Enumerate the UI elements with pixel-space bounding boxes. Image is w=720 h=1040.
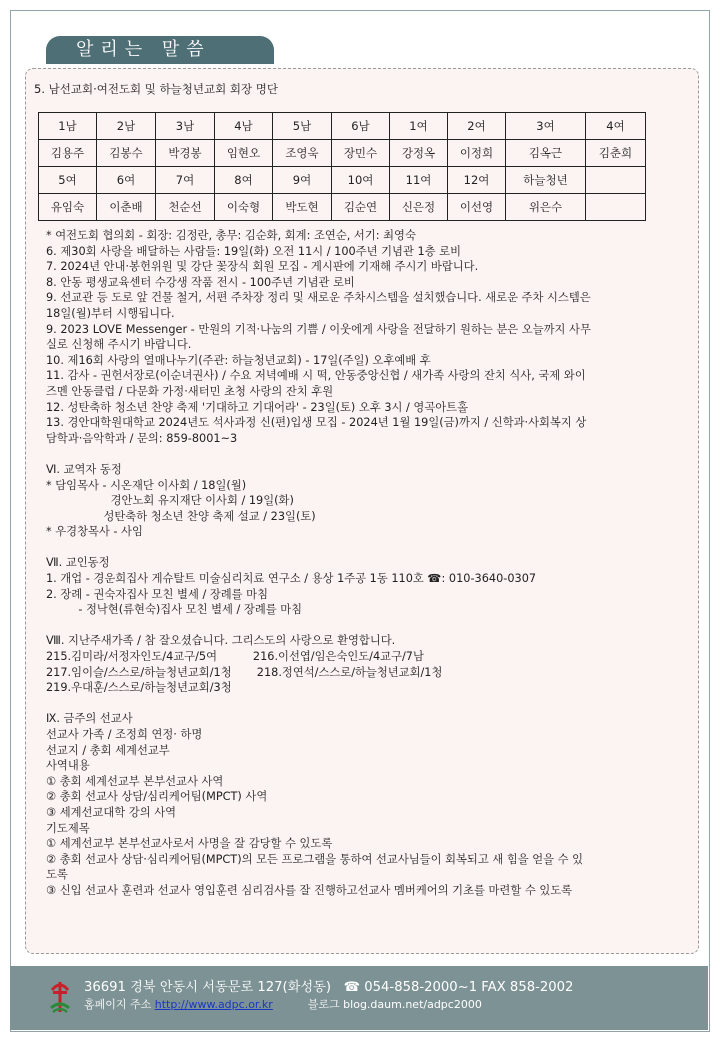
table-cell: 4여: [586, 113, 646, 140]
table-row: [39, 140, 646, 167]
table-cell: 김순연: [332, 194, 390, 221]
table-cell: 천순선: [156, 194, 215, 221]
blog-address: 블로그 blog.daum.net/adpc2000: [307, 998, 482, 1011]
table-cell: 8여: [215, 167, 273, 194]
text-line: 219.우대훈/스스로/하늘청년교회/3청: [46, 681, 232, 695]
table-cell: 강정옥: [390, 140, 448, 167]
table-cell: 9여: [273, 167, 332, 194]
table-cell: 이정희: [448, 140, 506, 167]
notice-body: [46, 228, 686, 899]
table-cell: 이숙형: [215, 194, 273, 221]
text-line: Ⅵ. 교역자 동정: [46, 462, 122, 476]
table-cell: 5여: [39, 167, 97, 194]
text-line: 11. 감사 - 권헌서장로(이순녀권사) / 수요 저녁예배 시 떡, 안동중앙신협 / 새가족 사랑의 잔치 식사, 국제 와이: [46, 369, 586, 383]
table-cell: 유임숙: [39, 194, 97, 221]
table-cell: 박경봉: [156, 140, 215, 167]
table-cell: 1여: [390, 113, 448, 140]
text-line: ② 총회 선교사 상담/심리케어팀(MPCT) 사역: [46, 790, 268, 804]
table-cell: 12여: [448, 167, 506, 194]
leader-table: [38, 112, 646, 221]
text-line: 1. 개업 - 경운희집사 게슈탈트 미술심리치료 연구소 / 용상 1주공 1동 110호 ☎: 010-3640-0307: [46, 572, 537, 586]
footer-address: 36691 경북 안동시 서동문로 127(화성동): [84, 980, 332, 995]
table-cell: 이춘배: [97, 194, 156, 221]
footer-contact: [84, 976, 573, 995]
table-cell: 이선영: [448, 194, 506, 221]
text-line: [46, 446, 686, 462]
text-line: ③ 세계선교대학 강의 사역: [46, 805, 177, 819]
table-cell: 위은수: [506, 194, 586, 221]
footer-web: [84, 996, 482, 1012]
text-line: [46, 540, 686, 556]
table-cell: 하늘청년: [506, 167, 586, 194]
table-cell: 4남: [215, 113, 273, 140]
text-line: 13. 경안대학원대학교 2024년도 석사과정 신(편)입생 모집 - 2024년 1월 19일(금)까지 / 신학과·사회복지 상: [46, 416, 587, 430]
table-cell: 6여: [97, 167, 156, 194]
church-logo-icon: [49, 978, 71, 1014]
section-title: 알리는 말씀: [46, 36, 274, 64]
table-cell: 1남: [39, 113, 97, 140]
text-line: 선교지 / 총회 세계선교부: [46, 743, 170, 757]
text-line: 2. 장례 - 권숙자집사 모친 별세 / 장례를 마침: [46, 587, 268, 601]
text-line: 기도제목: [46, 821, 90, 835]
text-line: * 우경창목사 - 사임: [46, 525, 143, 539]
text-line: * 담임목사 - 시온재단 이사회 / 18일(월): [46, 478, 247, 492]
table-cell: 10여: [332, 167, 390, 194]
text-line: 담학과·음악학과 / 문의: 859-8001~3: [46, 431, 238, 445]
table-cell: 11여: [390, 167, 448, 194]
text-line: Ⅶ. 교인동정: [46, 556, 110, 570]
text-line: 18일(월)부터 시행됩니다.: [46, 306, 175, 320]
text-line: 선교사 가족 / 조정희 연정· 하명: [46, 728, 203, 741]
table-cell: 장민수: [332, 140, 390, 167]
text-line: Ⅷ. 지난주새가족 / 참 잘오셨습니다. 그리스도의 사랑으로 환영합니다.: [46, 634, 396, 648]
text-line: 7. 2024년 안내·봉헌위원 및 강단 꽃장식 회원 모집 - 게시판에 기재해 주시기 바랍니다.: [46, 260, 479, 274]
text-line: ③ 신입 선교사 훈련과 선교사 영입훈련 심리검사를 잘 진행하고선교사 멤버케어의 기초를 마련할 수 있도록: [46, 883, 573, 897]
text-line: 215.김미라/서정자인도/4교구/5여 216.이선엽/임은숙인도/4교구/7남: [46, 650, 424, 664]
text-line: [46, 696, 686, 712]
text-line: 성탄축하 청소년 찬양 축제 설교 / 23일(토): [46, 509, 316, 523]
text-line: Ⅸ. 금주의 선교사: [46, 712, 133, 726]
footer-phone: ☎ 054-858-2000~1 FAX 858-2002: [343, 980, 574, 995]
homepage-label: 홈페이지 주소: [84, 998, 152, 1011]
text-line: 10. 제16회 사랑의 열매나누기(주관: 하늘청년교회) - 17일(주일) 오후예배 후: [46, 353, 431, 367]
text-line: [46, 618, 686, 634]
text-line: 사역내용: [46, 759, 90, 773]
table-cell: [586, 194, 646, 221]
text-line: 6. 제30회 사랑을 배달하는 사람들: 19일(화) 오전 11시 / 100주년 기념관 1층 로비: [46, 244, 461, 258]
section5-heading: 5. 남선교회·여전도회 및 하늘청년교회 회장 명단: [34, 82, 278, 96]
text-line: 도록: [46, 868, 68, 882]
table-row: [39, 194, 646, 221]
text-line: 12. 성탄축하 청소년 찬양 축제 '기대하고 기대어라' - 23일(토) 오후 3시 / 영곡아트홀: [46, 400, 469, 414]
text-line: ② 총회 선교사 상담·심리케어팀(MPCT)의 모든 프로그램을 통하여 선교사님들이 회복되고 새 힘을 얻을 수 있: [46, 852, 584, 866]
text-line: 실로 신청해 주시기 바랍니다.: [46, 338, 192, 352]
text-line: - 정낙현(류현숙)집사 모친 별세 / 장례를 마침: [46, 603, 303, 617]
text-line: 217.임이슬/스스로/하늘청년교회/1청 218.정연석/스스로/하늘청년교회/1청: [46, 665, 443, 679]
table-row: [39, 167, 646, 194]
homepage-link[interactable]: http://www.adpc.or.kr: [154, 998, 273, 1011]
table-cell: 3남: [156, 113, 215, 140]
text-line: ① 세계선교부 본부선교사로서 사명을 잘 감당할 수 있도록: [46, 837, 333, 851]
table-cell: 5남: [273, 113, 332, 140]
table-cell: 임현오: [215, 140, 273, 167]
table-cell: 김용주: [39, 140, 97, 167]
table-cell: 김춘희: [586, 140, 646, 167]
table-cell: 김옥근: [506, 140, 586, 167]
text-line: ① 총회 세계선교부 본부선교사 사역: [46, 774, 224, 788]
table-cell: 조영욱: [273, 140, 332, 167]
table-row: [39, 113, 646, 140]
text-line: 즈멘 안동클럽 / 다문화 가정·새터민 초청 사랑의 잔치 후원: [46, 384, 334, 398]
text-line: * 여전도회 협의회 - 회장: 김정란, 총무: 김순화, 회계: 조연순, 서기: 최영숙: [46, 229, 416, 242]
table-cell: 박도현: [273, 194, 332, 221]
table-cell: 2여: [448, 113, 506, 140]
table-cell: 김봉수: [97, 140, 156, 167]
table-cell: 2남: [97, 113, 156, 140]
table-cell: 7여: [156, 167, 215, 194]
table-cell: 6남: [332, 113, 390, 140]
table-cell: 3여: [506, 113, 586, 140]
text-line: 9. 2023 LOVE Messenger - 만원의 기적·나눔의 기쁨 / 이웃에게 사랑을 전달하기 원하는 분은 오늘까지 사무: [46, 322, 591, 336]
table-cell: 신은정: [390, 194, 448, 221]
text-line: 9. 선교관 등 도로 앞 건물 철거, 서편 주차장 정리 및 새로운 주차시스템을 설치했습니다. 새로운 주차 시스템은: [46, 291, 591, 305]
text-line: 8. 안동 평생교육센터 수강생 작품 전시 - 100주년 기념관 로비: [46, 275, 355, 289]
table-cell: [586, 167, 646, 194]
text-line: 경안노회 유지재단 이사회 / 19일(화): [46, 494, 294, 508]
